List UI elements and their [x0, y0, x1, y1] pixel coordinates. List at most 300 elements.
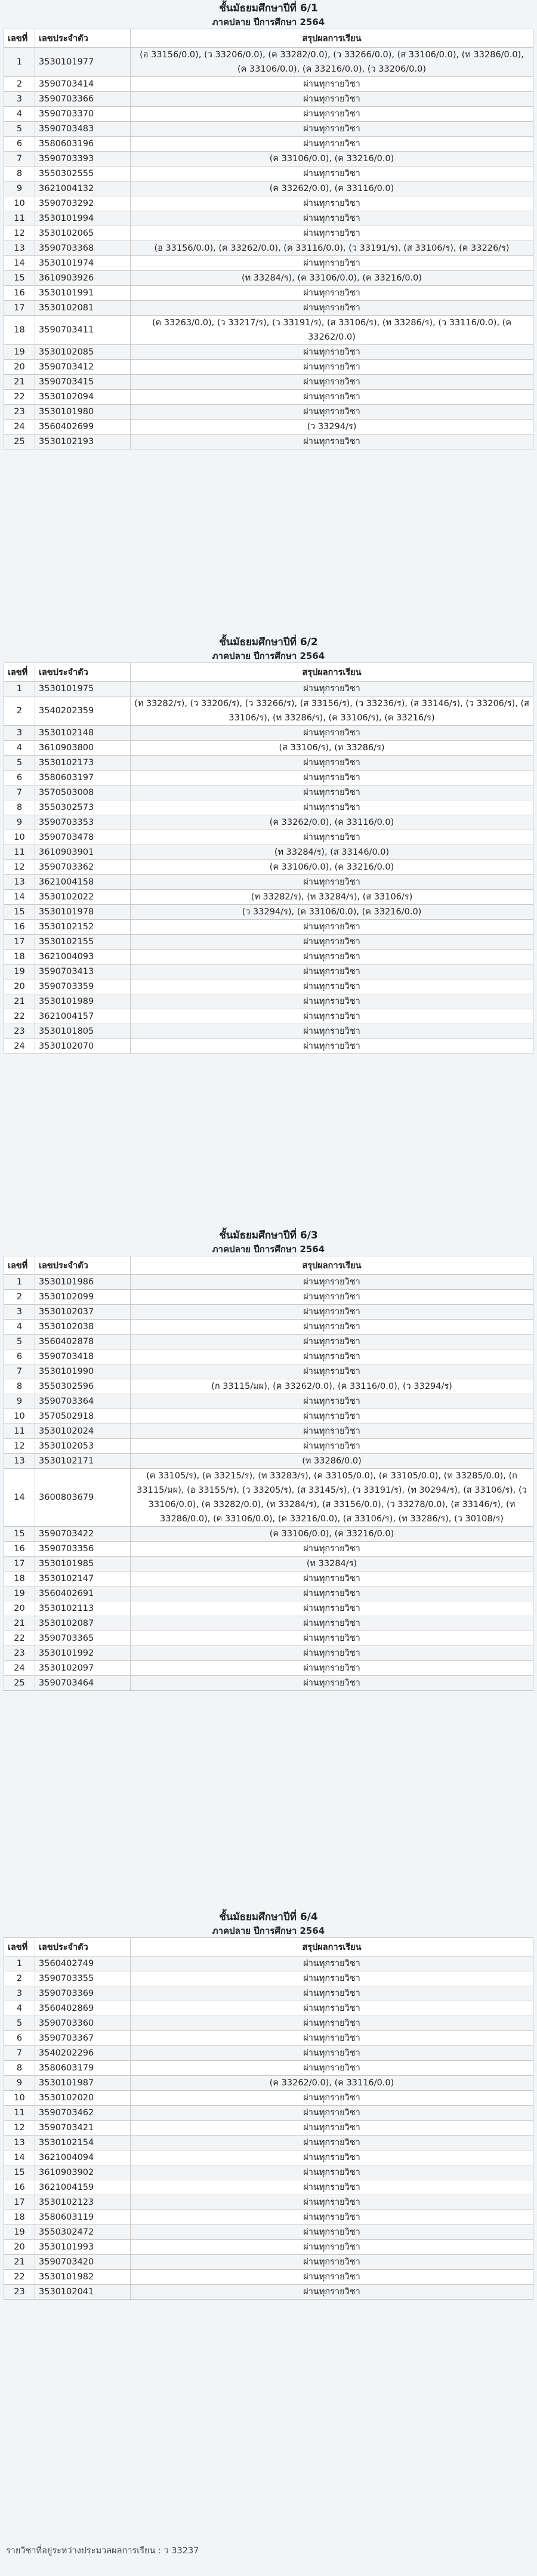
result-summary: ผ่านทุกรายวิชา	[131, 2165, 533, 2180]
student-id: 3560402699	[35, 420, 131, 435]
table-row	[4, 950, 533, 965]
section-title: ชั้นมัธยมศึกษาปีที่ 6/4	[219, 1911, 318, 1923]
class-section-6-3	[4, 1228, 533, 1691]
row-number: 3	[4, 1986, 35, 2001]
row-number: 17	[4, 1557, 35, 1572]
student-id: 3530101977	[35, 48, 131, 77]
row-number: 17	[4, 2195, 35, 2210]
table-row	[4, 1586, 533, 1601]
row-number: 5	[4, 2016, 35, 2031]
table-row	[4, 1335, 533, 1349]
row-number: 4	[4, 1320, 35, 1335]
result-summary: ผ่านทุกรายวิชา	[131, 2225, 533, 2240]
student-id: 3530102085	[35, 345, 131, 360]
result-summary: ผ่านทุกรายวิชา	[131, 771, 533, 785]
student-id: 3530102148	[35, 726, 131, 741]
table-row	[4, 1601, 533, 1616]
table-row	[4, 815, 533, 830]
student-id: 3610903926	[35, 271, 131, 286]
result-summary: ผ่านทุกรายวิชา	[131, 2285, 533, 2300]
table-row	[4, 1971, 533, 1986]
row-number: 2	[4, 77, 35, 92]
result-summary: ผ่านทุกรายวิชา	[131, 1335, 533, 1349]
result-summary: ผ่านทุกรายวิชา	[131, 2180, 533, 2195]
row-number: 19	[4, 1586, 35, 1601]
student-id: 3550302555	[35, 167, 131, 181]
student-id: 3580603196	[35, 137, 131, 152]
section-title: ชั้นมัธยมศึกษาปีที่ 6/2	[219, 636, 318, 648]
table-row	[4, 1469, 533, 1527]
col-header-id: เลขประจำตัว	[35, 1256, 131, 1275]
table-row	[4, 2136, 533, 2150]
col-header-id: เลขประจำตัว	[35, 1938, 131, 1956]
row-number: 16	[4, 1542, 35, 1557]
table-row	[4, 2210, 533, 2225]
table-row	[4, 890, 533, 905]
table-row	[4, 1956, 533, 1971]
row-number: 22	[4, 1009, 35, 1024]
result-summary: ผ่านทุกรายวิชา	[131, 286, 533, 301]
row-number: 7	[4, 785, 35, 800]
student-id: 3530102173	[35, 756, 131, 771]
student-id: 3590703368	[35, 241, 131, 256]
student-id: 3530101994	[35, 211, 131, 226]
student-id: 3530101985	[35, 1557, 131, 1572]
result-summary: ผ่านทุกรายวิชา	[131, 785, 533, 800]
student-id: 3530102041	[35, 2285, 131, 2300]
student-id: 3550302573	[35, 800, 131, 815]
result-summary: (ค 33262/0.0), (ค 33116/0.0)	[131, 815, 533, 830]
table-row	[4, 1454, 533, 1469]
row-number: 8	[4, 800, 35, 815]
row-number: 15	[4, 271, 35, 286]
row-number: 10	[4, 2091, 35, 2106]
col-header-no: เลขที่	[4, 1938, 35, 1956]
result-summary: ผ่านทุกรายวิชา	[131, 1424, 533, 1439]
student-id: 3580603179	[35, 2061, 131, 2076]
result-summary: ผ่านทุกรายวิชา	[131, 256, 533, 271]
table-row	[4, 2001, 533, 2016]
result-summary: ผ่านทุกรายวิชา	[131, 2210, 533, 2225]
student-id: 3530102024	[35, 1424, 131, 1439]
col-header-id: เลขประจำตัว	[35, 29, 131, 48]
row-number: 25	[4, 1676, 35, 1691]
result-summary: (ท 33284/ร), (ค 33106/0.0), (ค 33216/0.0)	[131, 271, 533, 286]
result-summary: ผ่านทุกรายวิชา	[131, 1956, 533, 1971]
row-number: 24	[4, 1039, 35, 1054]
table-row	[4, 994, 533, 1009]
table-row	[4, 2180, 533, 2195]
result-summary: ผ่านทุกรายวิชา	[131, 1394, 533, 1409]
table-row	[4, 1394, 533, 1409]
table-row	[4, 48, 533, 77]
student-id: 3560402869	[35, 2001, 131, 2016]
row-number: 17	[4, 301, 35, 316]
row-number: 20	[4, 2240, 35, 2255]
result-summary: (ท 33282/ร), (ว 33206/ร), (ว 33266/ร), (ส 33156/ร), (ว 33236/ร), (ส 33146/ร), (ว 33206/ร), (ส 33106/ร), (ท 33286/ร), (ค 33106/ร), (ค 33216/ร)	[131, 697, 533, 726]
row-number: 15	[4, 905, 35, 920]
row-number: 12	[4, 1439, 35, 1454]
row-number: 9	[4, 1394, 35, 1409]
row-number: 8	[4, 1379, 35, 1394]
result-summary: ผ่านทุกรายวิชา	[131, 935, 533, 950]
result-summary: ผ่านทุกรายวิชา	[131, 726, 533, 741]
row-number: 14	[4, 1469, 35, 1527]
result-summary: ผ่านทุกรายวิชา	[131, 2091, 533, 2106]
row-number: 1	[4, 682, 35, 697]
table-row	[4, 345, 533, 360]
student-id: 3621004157	[35, 1009, 131, 1024]
result-summary: (ค 33106/0.0), (ค 33216/0.0)	[131, 152, 533, 167]
result-summary: ผ่านทุกรายวิชา	[131, 1349, 533, 1364]
student-id: 3590703355	[35, 1971, 131, 1986]
row-number: 10	[4, 196, 35, 211]
row-number: 23	[4, 2285, 35, 2300]
result-summary: ผ่านทุกรายวิชา	[131, 1364, 533, 1379]
row-number: 9	[4, 815, 35, 830]
row-number: 18	[4, 950, 35, 965]
table-row	[4, 1542, 533, 1557]
student-id: 3540202359	[35, 697, 131, 726]
student-id: 3600803679	[35, 1469, 131, 1527]
table-row	[4, 1557, 533, 1572]
result-summary: ผ่านทุกรายวิชา	[131, 682, 533, 697]
student-id: 3590703478	[35, 830, 131, 845]
table-row	[4, 241, 533, 256]
results-table	[4, 29, 533, 449]
result-summary: (อ 33156/0.0), (ว 33206/0.0), (ค 33282/0.0), (ว 33266/0.0), (ส 33106/0.0), (ท 33286/0.0), (ค 33106/0.0), (ค 33216/0.0), (ว 33206/0.0)	[131, 48, 533, 77]
student-id: 3621004094	[35, 2150, 131, 2165]
student-id: 3590703362	[35, 860, 131, 875]
section-subtitle: ภาคปลาย ปีการศึกษา 2564	[212, 1925, 325, 1936]
table-row	[4, 2285, 533, 2300]
student-id: 3590703462	[35, 2106, 131, 2121]
student-id: 3530102113	[35, 1601, 131, 1616]
table-row	[4, 107, 533, 122]
table-row	[4, 1290, 533, 1305]
student-id: 3540202296	[35, 2046, 131, 2061]
row-number: 15	[4, 1527, 35, 1542]
section-title: ชั้นมัธยมศึกษาปีที่ 6/3	[219, 1230, 318, 1241]
table-row	[4, 1349, 533, 1364]
row-number: 18	[4, 2210, 35, 2225]
result-summary: ผ่านทุกรายวิชา	[131, 167, 533, 181]
table-row	[4, 800, 533, 815]
table-row	[4, 1661, 533, 1676]
result-summary: (ค 33262/0.0), (ค 33116/0.0)	[131, 2076, 533, 2091]
student-id: 3590703369	[35, 1986, 131, 2001]
student-id: 3530102070	[35, 1039, 131, 1054]
result-summary: ผ่านทุกรายวิชา	[131, 1631, 533, 1646]
table-row	[4, 1320, 533, 1335]
result-summary: ผ่านทุกรายวิชา	[131, 2046, 533, 2061]
result-summary: ผ่านทุกรายวิชา	[131, 196, 533, 211]
class-section-6-4	[4, 1910, 533, 2300]
student-id: 3570502918	[35, 1409, 131, 1424]
table-row	[4, 741, 533, 756]
row-number: 14	[4, 2150, 35, 2165]
row-number: 23	[4, 1024, 35, 1039]
table-row	[4, 682, 533, 697]
row-number: 10	[4, 830, 35, 845]
table-row	[4, 211, 533, 226]
result-summary: ผ่านทุกรายวิชา	[131, 1586, 533, 1601]
result-summary: (ท 33284/ร), (ส 33146/0.0)	[131, 845, 533, 860]
table-row	[4, 785, 533, 800]
row-number: 12	[4, 860, 35, 875]
section-subtitle: ภาคปลาย ปีการศึกษา 2564	[212, 17, 325, 27]
result-summary: ผ่านทุกรายวิชา	[131, 92, 533, 107]
result-summary: (ค 33106/0.0), (ค 33216/0.0)	[131, 1527, 533, 1542]
result-summary: ผ่านทุกรายวิชา	[131, 2121, 533, 2136]
footer-note: รายวิชาที่อยู่ระหว่างประมวลผลการเรียน : ว 33237	[6, 2546, 199, 2556]
result-summary: ผ่านทุกรายวิชา	[131, 1971, 533, 1986]
table-row	[4, 905, 533, 920]
result-summary: ผ่านทุกรายวิชา	[131, 405, 533, 420]
student-id: 3530102123	[35, 2195, 131, 2210]
student-id: 3590703464	[35, 1676, 131, 1691]
table-row	[4, 2046, 533, 2061]
student-id: 3530102097	[35, 1661, 131, 1676]
student-id: 3530101982	[35, 2270, 131, 2285]
table-row	[4, 875, 533, 890]
student-id: 3530102155	[35, 935, 131, 950]
row-number: 2	[4, 697, 35, 726]
result-summary: ผ่านทุกรายวิชา	[131, 1305, 533, 1320]
student-id: 3530102065	[35, 226, 131, 241]
result-summary: ผ่านทุกรายวิชา	[131, 2240, 533, 2255]
row-number: 18	[4, 316, 35, 345]
result-summary: ผ่านทุกรายวิชา	[131, 1439, 533, 1454]
row-number: 3	[4, 1305, 35, 1320]
table-row	[4, 1616, 533, 1631]
row-number: 13	[4, 875, 35, 890]
result-summary: ผ่านทุกรายวิชา	[131, 965, 533, 979]
table-row	[4, 2255, 533, 2270]
table-row	[4, 965, 533, 979]
student-id: 3590703367	[35, 2031, 131, 2046]
col-header-no: เลขที่	[4, 29, 35, 48]
table-row	[4, 1572, 533, 1586]
row-number: 20	[4, 1601, 35, 1616]
result-summary: ผ่านทุกรายวิชา	[131, 1039, 533, 1054]
table-row	[4, 920, 533, 935]
student-id: 3590703412	[35, 360, 131, 375]
result-summary: ผ่านทุกรายวิชา	[131, 2031, 533, 2046]
table-row	[4, 152, 533, 167]
row-number: 6	[4, 137, 35, 152]
table-row	[4, 360, 533, 375]
result-summary: ผ่านทุกรายวิชา	[131, 2001, 533, 2016]
result-summary: ผ่านทุกรายวิชา	[131, 1290, 533, 1305]
table-row	[4, 435, 533, 449]
col-header-summary: สรุปผลการเรียน	[131, 663, 533, 682]
row-number: 5	[4, 756, 35, 771]
table-row	[4, 2150, 533, 2165]
result-summary: ผ่านทุกรายวิชา	[131, 2106, 533, 2121]
student-id: 3621004159	[35, 2180, 131, 2195]
table-row	[4, 196, 533, 211]
row-number: 11	[4, 211, 35, 226]
student-id: 3590703413	[35, 965, 131, 979]
result-summary: ผ่านทุกรายวิชา	[131, 1542, 533, 1557]
row-number: 23	[4, 1646, 35, 1661]
table-row	[4, 2061, 533, 2076]
row-number: 6	[4, 771, 35, 785]
row-number: 9	[4, 2076, 35, 2091]
student-id: 3590703421	[35, 2121, 131, 2136]
student-id: 3590703366	[35, 92, 131, 107]
student-id: 3590703360	[35, 2016, 131, 2031]
student-id: 3530101805	[35, 1024, 131, 1039]
results-table	[4, 1256, 533, 1691]
table-row	[4, 2270, 533, 2285]
row-number: 19	[4, 2225, 35, 2240]
table-row	[4, 1024, 533, 1039]
student-id: 3530102037	[35, 1305, 131, 1320]
result-summary: ผ่านทุกรายวิชา	[131, 1986, 533, 2001]
result-summary: ผ่านทุกรายวิชา	[131, 994, 533, 1009]
student-id: 3530102171	[35, 1454, 131, 1469]
row-number: 13	[4, 2136, 35, 2150]
table-row	[4, 2016, 533, 2031]
student-id: 3530101978	[35, 905, 131, 920]
student-id: 3560402749	[35, 1956, 131, 1971]
result-summary: (ท 33284/ร)	[131, 1557, 533, 1572]
class-section-6-1	[4, 1, 533, 449]
row-number: 1	[4, 48, 35, 77]
row-number: 13	[4, 1454, 35, 1469]
table-row	[4, 2225, 533, 2240]
result-summary: (ท 33282/ร), (ท 33284/ร), (ส 33106/ร)	[131, 890, 533, 905]
row-number: 8	[4, 2061, 35, 2076]
student-id: 3621004158	[35, 875, 131, 890]
row-number: 21	[4, 994, 35, 1009]
table-row	[4, 935, 533, 950]
result-summary: ผ่านทุกรายวิชา	[131, 830, 533, 845]
row-number: 7	[4, 2046, 35, 2061]
student-id: 3610903902	[35, 2165, 131, 2180]
row-number: 5	[4, 1335, 35, 1349]
student-id: 3530102094	[35, 390, 131, 405]
result-summary: (อ 33156/0.0), (ค 33262/0.0), (ค 33116/0.0), (ว 33191/ร), (ส 33106/ร), (ค 33226/ร)	[131, 241, 533, 256]
row-number: 22	[4, 390, 35, 405]
result-summary: ผ่านทุกรายวิชา	[131, 2270, 533, 2285]
student-id: 3530102099	[35, 1290, 131, 1305]
table-row	[4, 137, 533, 152]
row-number: 2	[4, 1290, 35, 1305]
col-header-summary: สรุปผลการเรียน	[131, 1256, 533, 1275]
table-row	[4, 1631, 533, 1646]
row-number: 7	[4, 1364, 35, 1379]
row-number: 13	[4, 241, 35, 256]
row-number: 23	[4, 405, 35, 420]
student-id: 3590703418	[35, 1349, 131, 1364]
result-summary: ผ่านทุกรายวิชา	[131, 2016, 533, 2031]
result-summary: (ค 33263/0.0), (ว 33217/ร), (ว 33191/ร), (ส 33106/ร), (ท 33286/ร), (ว 33116/0.0), (ค 33262/0.0)	[131, 316, 533, 345]
result-summary: (ค 33262/0.0), (ค 33116/0.0)	[131, 181, 533, 196]
table-row	[4, 771, 533, 785]
table-row	[4, 77, 533, 92]
row-number: 16	[4, 286, 35, 301]
table-row	[4, 1275, 533, 1290]
table-row	[4, 167, 533, 181]
row-number: 5	[4, 122, 35, 137]
result-summary: ผ่านทุกรายวิชา	[131, 345, 533, 360]
row-number: 11	[4, 2106, 35, 2121]
result-summary: ผ่านทุกรายวิชา	[131, 107, 533, 122]
student-id: 3530101989	[35, 994, 131, 1009]
student-id: 3590703370	[35, 107, 131, 122]
col-header-id: เลขประจำตัว	[35, 663, 131, 682]
results-table	[4, 1937, 533, 2300]
result-summary: (ว 33294/ร)	[131, 420, 533, 435]
student-id: 3590703365	[35, 1631, 131, 1646]
row-number: 21	[4, 1616, 35, 1631]
table-row	[4, 697, 533, 726]
result-summary: ผ่านทุกรายวิชา	[131, 875, 533, 890]
row-number: 11	[4, 1424, 35, 1439]
result-summary: (ส 33106/ร), (ท 33286/ร)	[131, 741, 533, 756]
table-row	[4, 286, 533, 301]
table-row	[4, 2121, 533, 2136]
result-summary: ผ่านทุกรายวิชา	[131, 122, 533, 137]
table-row	[4, 1646, 533, 1661]
section-subtitle: ภาคปลาย ปีการศึกษา 2564	[212, 651, 325, 661]
result-summary: ผ่านทุกรายวิชา	[131, 950, 533, 965]
row-number: 12	[4, 226, 35, 241]
table-row	[4, 256, 533, 271]
student-id: 3530102193	[35, 435, 131, 449]
table-row	[4, 122, 533, 137]
student-id: 3530102053	[35, 1439, 131, 1454]
row-number: 14	[4, 256, 35, 271]
student-id: 3590703414	[35, 77, 131, 92]
result-summary: ผ่านทุกรายวิชา	[131, 360, 533, 375]
student-id: 3550302596	[35, 1379, 131, 1394]
row-number: 16	[4, 920, 35, 935]
col-header-summary: สรุปผลการเรียน	[131, 1938, 533, 1956]
table-row	[4, 2091, 533, 2106]
result-summary: ผ่านทุกรายวิชา	[131, 435, 533, 449]
row-number: 22	[4, 2270, 35, 2285]
row-number: 11	[4, 845, 35, 860]
result-summary: ผ่านทุกรายวิชา	[131, 2150, 533, 2165]
student-id: 3530101992	[35, 1646, 131, 1661]
student-id: 3530101974	[35, 256, 131, 271]
table-row	[4, 375, 533, 390]
result-summary: ผ่านทุกรายวิชา	[131, 1661, 533, 1676]
section-title: ชั้นมัธยมศึกษาปีที่ 6/1	[219, 2, 318, 14]
student-id: 3580603197	[35, 771, 131, 785]
result-summary: ผ่านทุกรายวิชา	[131, 920, 533, 935]
result-summary: ผ่านทุกรายวิชา	[131, 77, 533, 92]
row-number: 17	[4, 935, 35, 950]
student-id: 3530101990	[35, 1364, 131, 1379]
student-id: 3530102081	[35, 301, 131, 316]
table-row	[4, 2240, 533, 2255]
table-row	[4, 1439, 533, 1454]
student-id: 3570503008	[35, 785, 131, 800]
table-row	[4, 1424, 533, 1439]
student-id: 3530102022	[35, 890, 131, 905]
result-summary: ผ่านทุกรายวิชา	[131, 1676, 533, 1691]
student-id: 3621004132	[35, 181, 131, 196]
result-summary: ผ่านทุกรายวิชา	[131, 301, 533, 316]
student-id: 3530101986	[35, 1275, 131, 1290]
result-summary: ผ่านทุกรายวิชา	[131, 1024, 533, 1039]
result-summary: ผ่านทุกรายวิชา	[131, 390, 533, 405]
